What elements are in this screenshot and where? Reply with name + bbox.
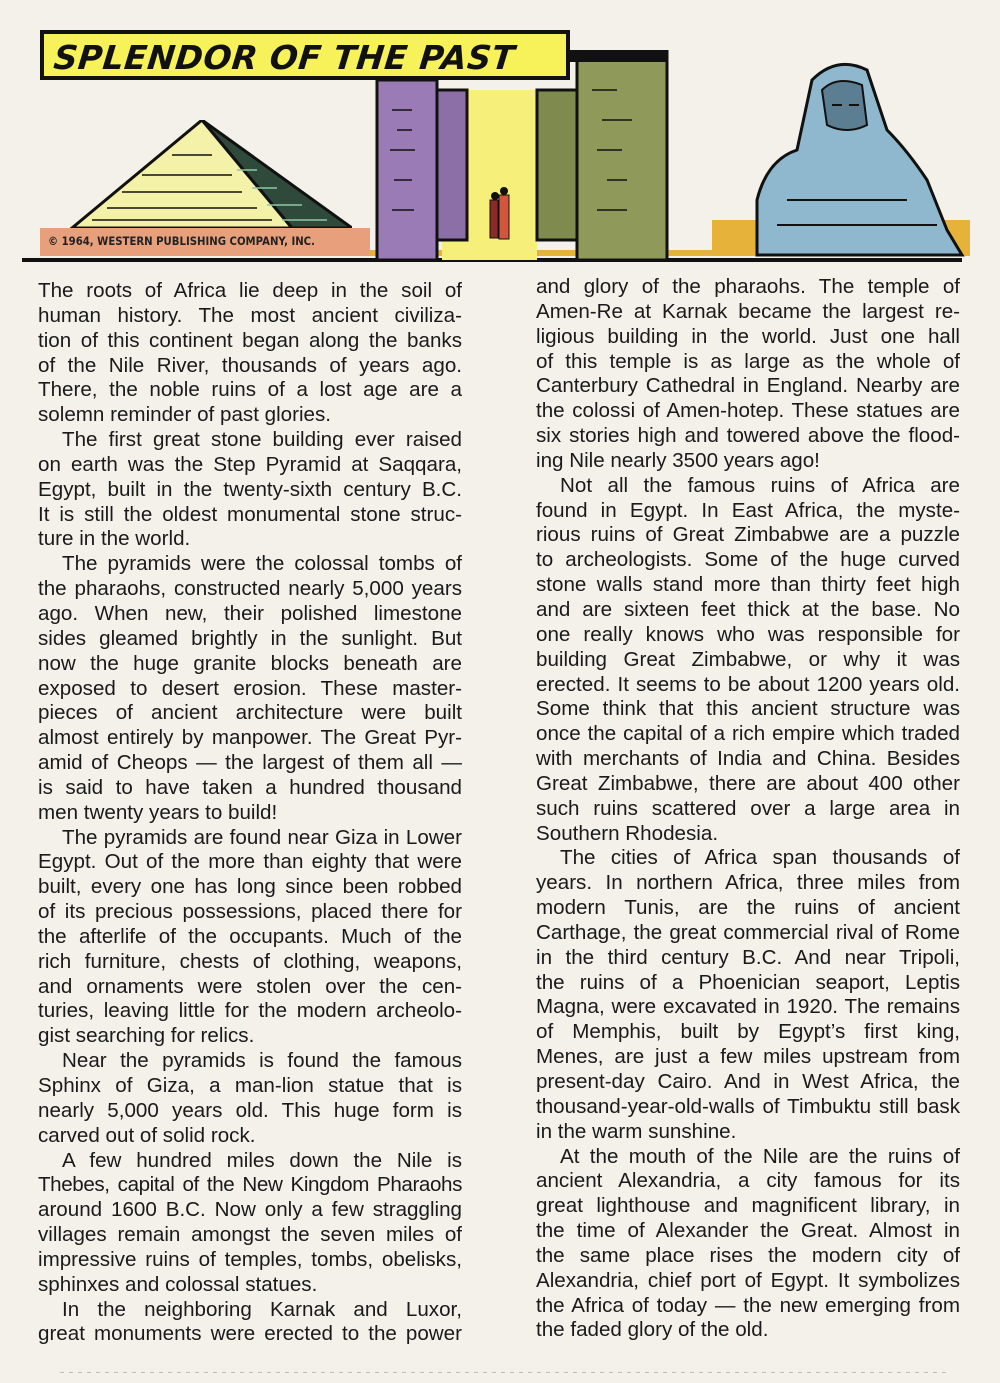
text-line: sphinxes and colossal statues. bbox=[38, 1272, 318, 1296]
text-line: The first great stone building ever raised bbox=[62, 428, 462, 452]
robed-figures bbox=[490, 187, 509, 239]
text-line: ago. When new, their polished limestone bbox=[38, 601, 462, 625]
text-line: on earth was the Step Pyramid at Saqqara, bbox=[38, 452, 462, 476]
text-line: the Africa of today — the new emerging from bbox=[536, 1293, 960, 1317]
text-line: gist searching for relics. bbox=[38, 1024, 255, 1048]
article-column-left bbox=[38, 279, 462, 1347]
text-line: The roots of Africa lie deep in the soil of bbox=[38, 279, 462, 302]
text-line: men twenty years to build! bbox=[38, 800, 278, 824]
text-line: The cities of Africa span thousands of bbox=[560, 846, 960, 870]
text-line: Magna, were excavated in 1920. The remains bbox=[536, 995, 960, 1019]
text-line: The pyramids were the colossal tombs of bbox=[62, 552, 462, 576]
text-line: There, the noble ruins of a lost age are a bbox=[38, 378, 462, 402]
text-line: tion of this continent began along the banks bbox=[38, 328, 462, 352]
text-line: It is still the oldest monumental stone struc- bbox=[38, 502, 462, 526]
text-line: rious ruins of Great Zimbabwe are a puzzle bbox=[536, 523, 960, 547]
text-line: The pyramids are found near Giza in Lower bbox=[62, 825, 462, 849]
text-line: Egypt, built in the twenty-sixth century B.C. bbox=[38, 477, 462, 501]
text-line: the pharaohs, constructed nearly 5,000 years bbox=[38, 577, 462, 601]
text-line: now the huge granite blocks beneath are bbox=[38, 651, 462, 675]
text-line: one really knows who was responsible for bbox=[536, 622, 960, 646]
header-illustration bbox=[22, 30, 962, 262]
text-line: human history. The most ancient civiliza- bbox=[38, 303, 462, 327]
text-line: and ornaments were stolen over the cen- bbox=[38, 974, 462, 998]
text-line: Menes, are just a few miles upstream from bbox=[536, 1045, 960, 1069]
text-line: rich furniture, chests of clothing, weapons, bbox=[38, 949, 462, 973]
text-line: A few hundred miles down the Nile is bbox=[62, 1148, 462, 1172]
text-line: such ruins scattered over a large area in bbox=[536, 796, 960, 820]
text-line: of this temple is as large as the whole of bbox=[536, 349, 960, 373]
text-line: the time of Alexander the Great. Almost in bbox=[536, 1219, 960, 1243]
text-line: nearly 5,000 years old. This huge form is bbox=[38, 1098, 462, 1122]
text-line: the same place rises the modern city of bbox=[536, 1243, 960, 1267]
text-line: of the Nile River, thousands of years ago. bbox=[38, 353, 462, 377]
text-line: erected. It seems to be about 1200 years old. bbox=[536, 672, 960, 696]
text-line: Amen-Re at Karnak became the largest re- bbox=[536, 299, 960, 323]
text-line: Carthage, the great commercial rival of Rome bbox=[536, 920, 960, 944]
text-line: of its precious possessions, placed there for bbox=[38, 900, 462, 924]
text-line: to archeologists. Some of the huge curved bbox=[536, 548, 960, 572]
pyramid-illustration bbox=[62, 120, 362, 230]
text-line: is said to have taken a hundred thousand bbox=[38, 775, 462, 799]
text-line: and are sixteen feet thick at the base. No bbox=[536, 597, 960, 621]
text-line: exposed to desert erosion. These master- bbox=[38, 676, 462, 700]
sphinx-illustration bbox=[727, 50, 967, 260]
copyright-strip bbox=[40, 228, 370, 256]
text-line: the colossi of Amen-hotep. These statues are bbox=[536, 399, 960, 423]
text-line: ture in the world. bbox=[38, 527, 191, 551]
text-line: in the third century B.C. And near Tripoli, bbox=[536, 945, 960, 969]
text-line: great monuments were erected to the power bbox=[38, 1322, 462, 1346]
text-line: Southern Rhodesia. bbox=[536, 821, 719, 845]
text-line: years. In northern Africa, three miles from bbox=[536, 871, 960, 895]
text-line: of Memphis, built by Egypt’s first king, bbox=[536, 1020, 960, 1044]
text-line: the ruins of a Phoenician seaport, Leptis bbox=[536, 970, 960, 994]
text-line: solemn reminder of past glories. bbox=[38, 403, 332, 427]
text-line: modern Tunis, are the ruins of ancient bbox=[536, 896, 960, 920]
text-line: built, every one has long since been robbed bbox=[38, 875, 462, 899]
text-line: villages remain amongst the seven miles of bbox=[38, 1223, 462, 1247]
text-line: in the warm sunshine. bbox=[536, 1119, 737, 1143]
text-line: the afterlife of the occupants. Much of the bbox=[38, 924, 462, 948]
text-line: and glory of the pharaohs. The temple of bbox=[536, 275, 960, 298]
text-line: Some think that this ancient structure was bbox=[536, 697, 960, 721]
text-line: Great Zimbabwe, there are about 400 other bbox=[536, 771, 960, 795]
text-line: carved out of solid rock. bbox=[38, 1123, 256, 1147]
text-line: six stories high and towered above the flood- bbox=[536, 424, 960, 448]
text-line: great lighthouse and magnificent library, in bbox=[536, 1194, 960, 1218]
text-line: Not all the famous ruins of Africa are bbox=[560, 473, 960, 497]
page-title: SPLENDOR OF THE PAST bbox=[51, 38, 517, 77]
text-line: Sphinx of Giza, a man-lion statue that is bbox=[38, 1074, 462, 1097]
text-line: Canterbury Cathedral in England. Nearby are bbox=[536, 374, 960, 398]
text-line: building Great Zimbabwe, or why it was bbox=[536, 647, 960, 671]
text-line: with merchants of India and China. Besides bbox=[536, 747, 960, 771]
text-line: around 1600 B.C. Now only a few straggling bbox=[38, 1198, 462, 1222]
text-line: impressive ruins of temples, tombs, obelisks, bbox=[38, 1247, 462, 1271]
text-line: the faded glory of the old. bbox=[536, 1318, 769, 1342]
temple-columns-illustration bbox=[352, 50, 712, 260]
text-line: thousand-year-old-walls of Timbuktu still bask bbox=[536, 1094, 960, 1118]
article-column-right bbox=[536, 275, 960, 1343]
copyright-notice: © 1964, WESTERN PUBLISHING COMPANY, INC. bbox=[48, 234, 315, 248]
text-line: turies, leaving little for the modern archeolo- bbox=[38, 999, 462, 1023]
text-line: Egypt. Out of the more than eighty that were bbox=[38, 850, 462, 874]
text-line: amid of Cheops — the largest of them all — bbox=[38, 751, 462, 775]
text-line: stone walls stand more than thirty feet high bbox=[536, 573, 960, 597]
text-line: At the mouth of the Nile are the ruins of bbox=[560, 1144, 960, 1168]
title-banner bbox=[40, 30, 570, 80]
text-line: almost entirely by manpower. The Great Pyr- bbox=[38, 726, 462, 750]
text-line: ancient Alexandria, a city famous for its bbox=[536, 1169, 960, 1193]
text-line: present-day Cairo. And in West Africa, the bbox=[536, 1070, 960, 1093]
text-line: Near the pyramids is found the famous bbox=[62, 1049, 462, 1073]
text-line: Thebes, capital of the New Kingdom Pharaohs bbox=[38, 1173, 462, 1197]
text-line: pieces of ancient architecture were built bbox=[38, 701, 462, 725]
text-line: In the neighboring Karnak and Luxor, bbox=[62, 1297, 462, 1321]
text-line: ligious building in the world. Just one hall bbox=[536, 324, 960, 348]
text-line: ing Nile nearly 3500 years ago! bbox=[536, 448, 820, 472]
text-line: found in Egypt. In East Africa, the myste- bbox=[536, 498, 960, 522]
text-line: sides gleamed brightly in the sunlight. But bbox=[38, 626, 462, 650]
bottom-divider bbox=[60, 1372, 950, 1373]
text-line: once the capital of a rich empire which traded bbox=[536, 722, 960, 746]
text-line: Alexandria, chief port of Egypt. It symbolizes bbox=[536, 1268, 960, 1292]
